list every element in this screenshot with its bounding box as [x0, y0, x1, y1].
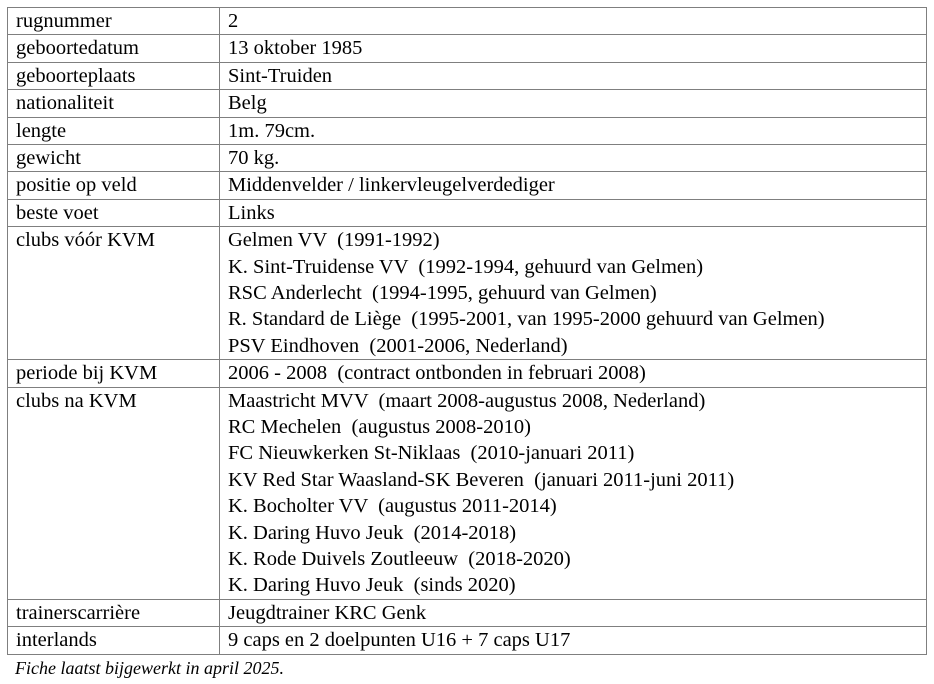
field-value-line: K. Sint-Truidense VV (1992-1994, gehuurd van Gelmen) — [228, 255, 704, 278]
field-value-line: Jeugdtrainer KRC Genk — [228, 601, 427, 624]
field-value-line: KV Red Star Waasland-SK Beveren (januari 2011-juni 2011) — [228, 468, 735, 491]
field-value-line: PSV Eindhoven (2001-2006, Nederland) — [228, 334, 568, 357]
field-label: clubs vóór KVM — [8, 227, 220, 360]
table-row — [8, 227, 927, 360]
field-value — [220, 35, 927, 62]
field-value-line: 2006 - 2008 (contract ontbonden in februari 2008) — [228, 362, 646, 385]
field-label: gewicht — [8, 145, 220, 172]
last-updated-note: Fiche laatst bijgewerkt in april 2025. — [15, 658, 284, 678]
field-label: geboorteplaats — [8, 62, 220, 89]
field-value-line: 9 caps en 2 doelpunten U16 + 7 caps U17 — [228, 629, 571, 652]
field-value-line: 13 oktober 1985 — [228, 37, 363, 60]
table-row — [8, 199, 927, 226]
field-value — [220, 599, 927, 626]
field-label: clubs na KVM — [8, 387, 220, 599]
field-value — [220, 172, 927, 199]
field-label: nationaliteit — [8, 90, 220, 117]
field-value-line: FC Nieuwkerken St-Niklaas (2010-januari 2011) — [228, 442, 635, 465]
table-row — [8, 172, 927, 199]
field-label: geboortedatum — [8, 35, 220, 62]
field-value — [220, 62, 927, 89]
table-row — [8, 627, 927, 654]
field-value-line: Sint-Truiden — [228, 64, 333, 87]
table-row — [8, 360, 927, 387]
field-label: interlands — [8, 627, 220, 654]
field-value-line: Gelmen VV (1991-1992) — [228, 229, 440, 252]
table-row — [8, 145, 927, 172]
field-value — [220, 627, 927, 654]
player-info-table — [7, 7, 927, 655]
field-value-line: RSC Anderlecht (1994-1995, gehuurd van Gelmen) — [228, 282, 657, 305]
field-value — [220, 8, 927, 35]
field-value-line: 2 — [228, 10, 239, 32]
table-row — [8, 8, 927, 35]
field-value-line: 1m. 79cm. — [228, 119, 316, 142]
field-value — [220, 90, 927, 117]
table-row — [8, 62, 927, 89]
player-fiche — [7, 7, 926, 655]
player-info-table-body — [8, 8, 927, 655]
field-value-line: Middenvelder / linkervleugelverdediger — [228, 174, 555, 197]
table-row — [8, 387, 927, 599]
field-value-line: K. Daring Huvo Jeuk (2014-2018) — [228, 521, 517, 544]
field-value-line: K. Bocholter VV (augustus 2011-2014) — [228, 495, 557, 518]
field-label: trainerscarrière — [8, 599, 220, 626]
table-row — [8, 599, 927, 626]
field-value-line: Belg — [228, 92, 267, 115]
field-label: rugnummer — [8, 8, 220, 35]
field-value — [220, 117, 927, 144]
table-row — [8, 35, 927, 62]
field-value-line: Links — [228, 201, 275, 224]
field-value — [220, 387, 927, 599]
field-value — [220, 227, 927, 360]
field-label: periode bij KVM — [8, 360, 220, 387]
field-value — [220, 145, 927, 172]
field-value-line: Maastricht MVV (maart 2008-augustus 2008, Nederland) — [228, 389, 706, 412]
field-value — [220, 360, 927, 387]
field-value-line: RC Mechelen (augustus 2008-2010) — [228, 416, 531, 438]
field-label: lengte — [8, 117, 220, 144]
table-row — [8, 117, 927, 144]
table-row — [8, 90, 927, 117]
field-value — [220, 199, 927, 226]
field-value-line: 70 kg. — [228, 147, 280, 170]
field-value-line: K. Rode Duivels Zoutleeuw (2018-2020) — [228, 547, 571, 570]
field-label: beste voet — [8, 199, 220, 226]
field-label: positie op veld — [8, 172, 220, 199]
field-value-line: R. Standard de Liège (1995-2001, van 1995-2000 gehuurd van Gelmen) — [228, 308, 825, 331]
field-value-line: K. Daring Huvo Jeuk (sinds 2020) — [228, 574, 516, 597]
